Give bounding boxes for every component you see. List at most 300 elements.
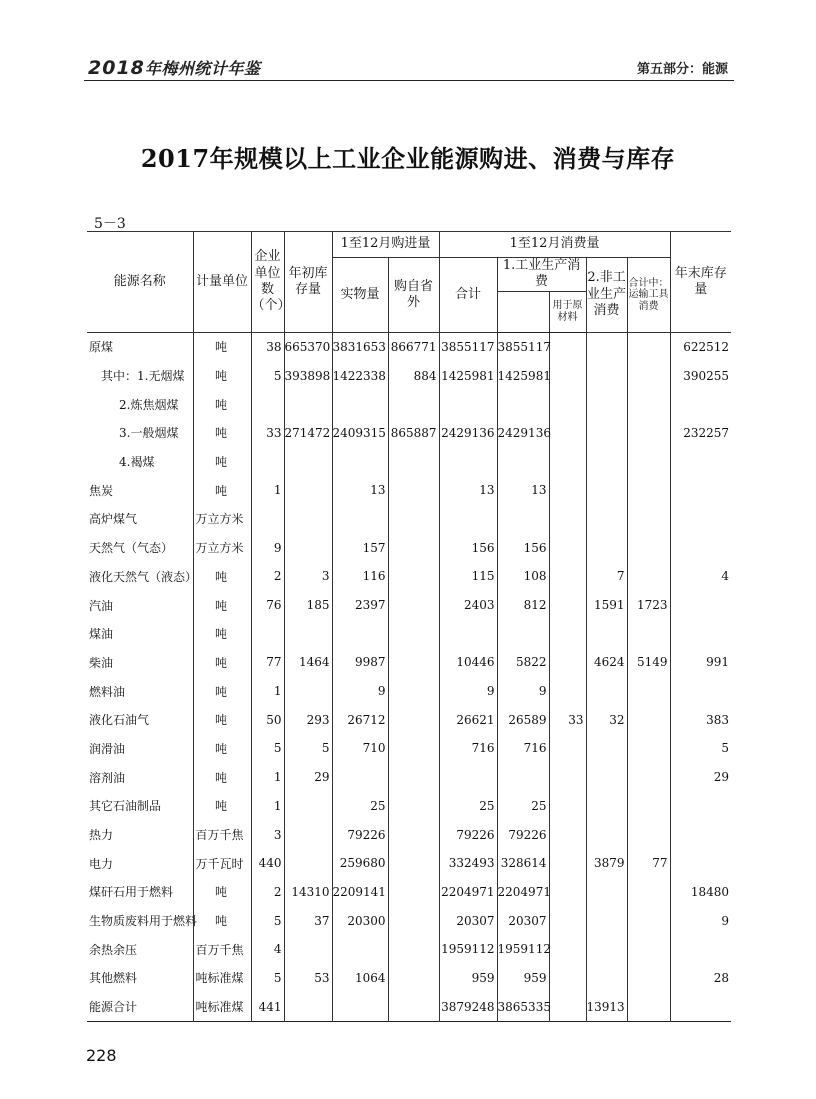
section-label: 第五部分：能源 [636,62,728,77]
cell-open: 29 [284,763,332,792]
cell-unit: 万千瓦时 [193,849,251,878]
cell-industrial [497,390,549,419]
table-row [87,763,731,792]
cell-purchase: 157 [332,533,388,562]
header-purchase-physical: 实物量 [332,258,388,333]
cell-open [284,992,332,1021]
cell-industrial: 156 [497,533,549,562]
cell-non-industrial: 4624 [586,648,627,677]
cell-consume-total: 156 [439,533,497,562]
cell-purchase: 25 [332,792,388,821]
cell-purchase: 13 [332,476,388,505]
cell-unit: 吨 [193,734,251,763]
cell-from-outside [388,820,439,849]
table-row [87,935,731,964]
cell-raw-material [549,619,586,648]
cell-raw-material [549,935,586,964]
cell-open [284,849,332,878]
cell-count: 5 [251,964,284,993]
cell-count: 50 [251,705,284,734]
cell-transport [627,792,670,821]
cell-non-industrial [586,332,627,361]
cell-consume-total: 716 [439,734,497,763]
table-row [87,964,731,993]
cell-industrial: 1425981 [497,361,549,390]
cell-non-industrial [586,447,627,476]
cell-purchase: 20300 [332,906,388,935]
table-row [87,878,731,907]
cell-from-outside [388,533,439,562]
table-row [87,849,731,878]
cell-industrial: 328614 [497,849,549,878]
cell-transport [627,562,670,591]
cell-transport [627,734,670,763]
cell-industrial: 2204971 [497,878,549,907]
cell-close [670,619,731,648]
cell-purchase: 2397 [332,591,388,620]
cell-from-outside [388,992,439,1021]
cell-consume-total: 1959112 [439,935,497,964]
cell-from-outside [388,792,439,821]
header-raw-material: 用于原材料 [549,291,586,332]
book-title-text: 年梅州统计年鉴 [144,59,261,78]
cell-transport [627,906,670,935]
table-row [87,648,731,677]
cell-raw-material: 33 [549,705,586,734]
cell-close: 383 [670,705,731,734]
cell-open [284,476,332,505]
cell-industrial [497,505,549,534]
cell-from-outside [388,734,439,763]
table-row [87,447,731,476]
cell-unit: 吨 [193,906,251,935]
cell-industrial: 959 [497,964,549,993]
cell-energy-name: 汽油 [87,591,193,620]
cell-unit: 吨标准煤 [193,964,251,993]
cell-non-industrial [586,820,627,849]
cell-open: 185 [284,591,332,620]
cell-consume-total: 2429136 [439,419,497,448]
cell-industrial: 26589 [497,705,549,734]
cell-industrial: 5822 [497,648,549,677]
table-number: 5－3 [94,216,126,232]
cell-raw-material [549,792,586,821]
header-industrial-consumption: 1.工业生产消费 [497,258,586,292]
cell-industrial: 20307 [497,906,549,935]
cell-unit: 吨 [193,705,251,734]
cell-transport [627,361,670,390]
header-unit: 计量单位 [193,232,251,333]
table-row [87,361,731,390]
cell-raw-material [549,505,586,534]
cell-close [670,792,731,821]
cell-non-industrial [586,677,627,706]
cell-energy-name: 液化石油气 [87,705,193,734]
cell-consume-total [439,763,497,792]
cell-close: 29 [670,763,731,792]
table-row [87,591,731,620]
cell-transport [627,878,670,907]
cell-from-outside [388,619,439,648]
table-row [87,992,731,1021]
cell-from-outside [388,591,439,620]
table-row [87,705,731,734]
table-row [87,820,731,849]
cell-purchase: 710 [332,734,388,763]
cell-industrial [497,447,549,476]
cell-open: 665370 [284,332,332,361]
cell-purchase [332,935,388,964]
cell-unit: 吨 [193,878,251,907]
cell-non-industrial [586,505,627,534]
cell-raw-material [549,562,586,591]
cell-count [251,447,284,476]
cell-raw-material [549,332,586,361]
cell-raw-material [549,648,586,677]
cell-count: 3 [251,820,284,849]
cell-industrial: 716 [497,734,549,763]
cell-open: 271472 [284,419,332,448]
cell-close: 4 [670,562,731,591]
header-transport-consumption: 合计中：运输工具消费 [627,258,670,333]
cell-open [284,390,332,419]
cell-consume-total: 13 [439,476,497,505]
cell-purchase [332,447,388,476]
cell-purchase: 26712 [332,705,388,734]
cell-transport [627,332,670,361]
page-number: 228 [86,1046,117,1065]
cell-from-outside [388,562,439,591]
cell-energy-name: 润滑油 [87,734,193,763]
cell-from-outside [388,505,439,534]
cell-close: 18480 [670,878,731,907]
cell-raw-material [549,849,586,878]
cell-transport [627,533,670,562]
cell-purchase [332,992,388,1021]
table-row [87,476,731,505]
cell-from-outside [388,763,439,792]
cell-energy-name: 2.炼焦烟煤 [87,390,193,419]
cell-unit: 吨 [193,419,251,448]
cell-purchase: 259680 [332,849,388,878]
cell-purchase [332,763,388,792]
table-row [87,332,731,361]
cell-energy-name: 4.褐煤 [87,447,193,476]
cell-non-industrial [586,935,627,964]
cell-raw-material [549,677,586,706]
table-row [87,419,731,448]
cell-non-industrial [586,878,627,907]
cell-close [670,533,731,562]
cell-transport [627,505,670,534]
cell-consume-total [439,619,497,648]
header-name: 能源名称 [87,232,193,333]
cell-non-industrial: 13913 [586,992,627,1021]
cell-consume-total: 2403 [439,591,497,620]
cell-close: 5 [670,734,731,763]
cell-open [284,447,332,476]
cell-industrial [497,619,549,648]
cell-consume-total: 25 [439,792,497,821]
cell-count: 440 [251,849,284,878]
cell-non-industrial: 1591 [586,591,627,620]
cell-from-outside [388,878,439,907]
table-row [87,792,731,821]
cell-energy-name: 其他燃料 [87,964,193,993]
cell-unit: 百万千焦 [193,935,251,964]
cell-consume-total: 332493 [439,849,497,878]
cell-open: 14310 [284,878,332,907]
cell-energy-name: 生物质废料用于燃料 [87,906,193,935]
cell-energy-name: 煤油 [87,619,193,648]
table-row [87,906,731,935]
cell-transport [627,992,670,1021]
cell-from-outside [388,964,439,993]
cell-count: 77 [251,648,284,677]
cell-raw-material [549,361,586,390]
cell-non-industrial [586,734,627,763]
cell-unit: 吨 [193,447,251,476]
cell-non-industrial [586,619,627,648]
cell-open: 37 [284,906,332,935]
cell-energy-name: 电力 [87,849,193,878]
cell-consume-total: 20307 [439,906,497,935]
cell-non-industrial [586,964,627,993]
cell-industrial: 9 [497,677,549,706]
cell-consume-total: 10446 [439,648,497,677]
cell-open [284,792,332,821]
cell-close [670,935,731,964]
cell-transport [627,820,670,849]
header-opening-stock: 年初库存量 [284,232,332,333]
cell-unit: 吨 [193,361,251,390]
cell-purchase [332,390,388,419]
table-row [87,505,731,534]
cell-open: 5 [284,734,332,763]
cell-energy-name: 高炉煤气 [87,505,193,534]
cell-industrial: 1959112 [497,935,549,964]
cell-raw-material [549,591,586,620]
cell-non-industrial: 7 [586,562,627,591]
cell-close: 9 [670,906,731,935]
header-consumption-group: 1至12月消费量 [439,232,670,258]
cell-industrial: 13 [497,476,549,505]
cell-count: 4 [251,935,284,964]
cell-open [284,533,332,562]
cell-industrial: 2429136 [497,419,549,448]
cell-open [284,820,332,849]
cell-close [670,677,731,706]
cell-from-outside [388,935,439,964]
cell-consume-total: 115 [439,562,497,591]
cell-consume-total: 959 [439,964,497,993]
cell-industrial: 25 [497,792,549,821]
cell-raw-material [549,964,586,993]
cell-from-outside [388,648,439,677]
cell-industrial: 108 [497,562,549,591]
header-purchase-group: 1至12月购进量 [332,232,439,258]
cell-energy-name: 煤矸石用于燃料 [87,878,193,907]
cell-raw-material [549,419,586,448]
cell-industrial: 812 [497,591,549,620]
cell-from-outside: 865887 [388,419,439,448]
cell-transport [627,705,670,734]
cell-unit: 吨标准煤 [193,992,251,1021]
cell-transport [627,390,670,419]
cell-unit: 吨 [193,562,251,591]
cell-count: 5 [251,734,284,763]
cell-from-outside [388,849,439,878]
cell-purchase: 2209141 [332,878,388,907]
cell-energy-name: 能源合计 [87,992,193,1021]
cell-count: 1 [251,677,284,706]
cell-unit: 吨 [193,390,251,419]
cell-raw-material [549,390,586,419]
table-row [87,562,731,591]
cell-purchase: 79226 [332,820,388,849]
cell-raw-material [549,878,586,907]
cell-close [670,476,731,505]
cell-transport [627,447,670,476]
cell-unit: 吨 [193,763,251,792]
cell-non-industrial [586,792,627,821]
cell-purchase: 1064 [332,964,388,993]
cell-transport [627,677,670,706]
cell-open: 1464 [284,648,332,677]
cell-unit: 万立方米 [193,505,251,534]
cell-purchase: 3831653 [332,332,388,361]
cell-unit: 万立方米 [193,533,251,562]
cell-non-industrial [586,476,627,505]
cell-transport [627,419,670,448]
cell-non-industrial [586,361,627,390]
cell-transport [627,935,670,964]
cell-count [251,390,284,419]
cell-raw-material [549,533,586,562]
cell-consume-total: 3855117 [439,332,497,361]
cell-open [284,619,332,648]
cell-count: 5 [251,906,284,935]
cell-count: 33 [251,419,284,448]
cell-close: 991 [670,648,731,677]
header-consumption-total: 合计 [439,258,497,333]
cell-energy-name: 天然气（气态） [87,533,193,562]
cell-consume-total: 26621 [439,705,497,734]
cell-consume-total [439,447,497,476]
cell-unit: 吨 [193,476,251,505]
cell-unit: 吨 [193,677,251,706]
header-nonindustrial-consumption: 2.非工业生产消费 [586,258,627,333]
cell-count: 2 [251,878,284,907]
cell-count: 1 [251,476,284,505]
cell-non-industrial [586,533,627,562]
cell-count: 2 [251,562,284,591]
cell-energy-name: 原煤 [87,332,193,361]
cell-from-outside [388,390,439,419]
cell-transport [627,763,670,792]
cell-consume-total: 1425981 [439,361,497,390]
header-industrial-spacer [497,291,549,332]
cell-consume-total [439,390,497,419]
header-purchase-outside: 购自省外 [388,258,439,333]
cell-transport [627,619,670,648]
cell-from-outside [388,705,439,734]
cell-purchase: 9 [332,677,388,706]
cell-consume-total [439,505,497,534]
cell-unit: 吨 [193,591,251,620]
cell-count: 38 [251,332,284,361]
header-count: 企业单位数（个） [251,232,284,333]
cell-unit: 吨 [193,792,251,821]
cell-from-outside: 884 [388,361,439,390]
cell-consume-total: 79226 [439,820,497,849]
cell-from-outside [388,906,439,935]
table-row [87,677,731,706]
cell-from-outside: 866771 [388,332,439,361]
cell-industrial: 79226 [497,820,549,849]
cell-energy-name: 余热余压 [87,935,193,964]
cell-count: 5 [251,361,284,390]
cell-close: 390255 [670,361,731,390]
cell-count: 1 [251,792,284,821]
cell-from-outside [388,476,439,505]
cell-unit: 吨 [193,619,251,648]
table-row [87,619,731,648]
cell-close [670,390,731,419]
cell-transport: 1723 [627,591,670,620]
energy-table [87,231,731,1022]
cell-from-outside [388,677,439,706]
cell-industrial: 3855117 [497,332,549,361]
cell-transport: 5149 [627,648,670,677]
cell-close [670,992,731,1021]
cell-open: 53 [284,964,332,993]
cell-raw-material [549,734,586,763]
cell-count: 9 [251,533,284,562]
cell-unit: 吨 [193,648,251,677]
cell-close [670,849,731,878]
cell-purchase: 9987 [332,648,388,677]
cell-open: 393898 [284,361,332,390]
cell-open [284,677,332,706]
cell-count [251,619,284,648]
cell-purchase [332,505,388,534]
cell-unit: 百万千焦 [193,820,251,849]
cell-purchase [332,619,388,648]
cell-raw-material [549,820,586,849]
cell-close [670,591,731,620]
cell-purchase: 116 [332,562,388,591]
cell-close [670,505,731,534]
cell-transport [627,964,670,993]
cell-close: 622512 [670,332,731,361]
cell-close: 28 [670,964,731,993]
cell-open [284,505,332,534]
cell-non-industrial: 3879 [586,849,627,878]
cell-consume-total: 9 [439,677,497,706]
cell-energy-name: 焦炭 [87,476,193,505]
page-title: 2017年规模以上工业企业能源购进、消费与库存 [140,144,676,173]
cell-transport [627,476,670,505]
cell-non-industrial [586,906,627,935]
cell-close [670,820,731,849]
cell-open: 293 [284,705,332,734]
cell-raw-material [549,906,586,935]
cell-non-industrial: 32 [586,705,627,734]
table-row [87,533,731,562]
cell-raw-material [549,476,586,505]
cell-close: 232257 [670,419,731,448]
